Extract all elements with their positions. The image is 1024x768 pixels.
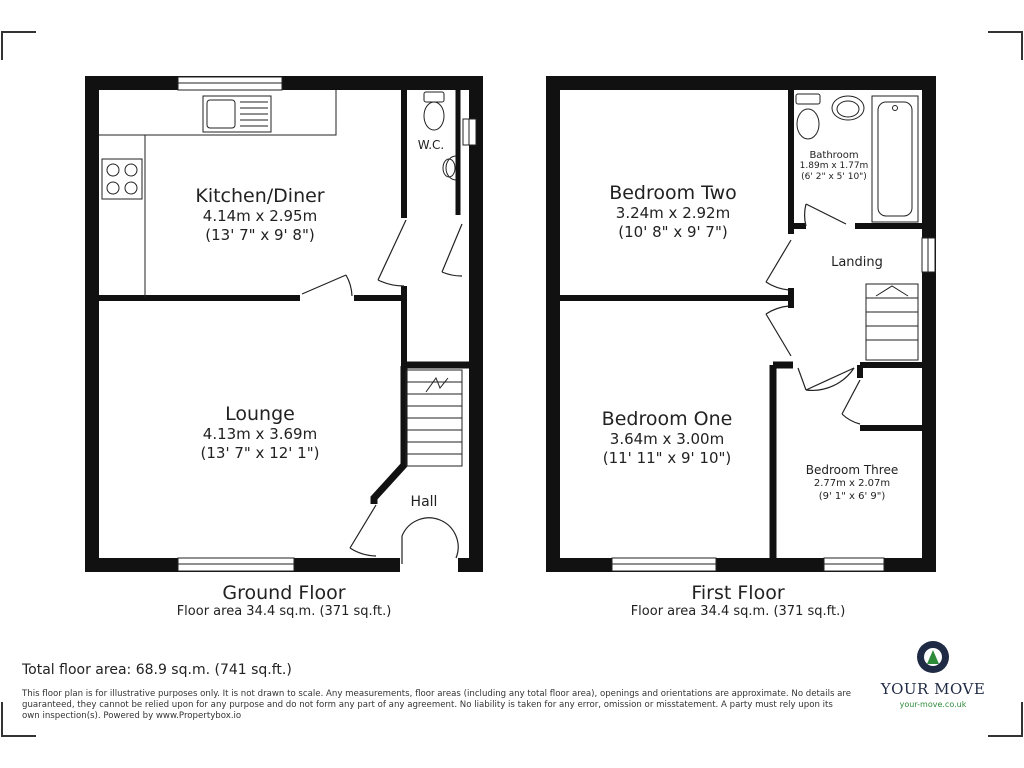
window — [463, 119, 476, 145]
room-dimensions: 2.77m x 2.07m — [813, 478, 891, 489]
room-wc-label: W.C. — [417, 138, 445, 152]
room-dimensions-imperial: (13' 7" x 12' 1") — [200, 444, 320, 462]
room-dimensions-imperial: (10' 8" x 9' 7") — [618, 223, 728, 241]
room-bedroom-two — [568, 182, 778, 242]
door — [302, 275, 352, 296]
floor-title: Ground Floor — [222, 582, 346, 604]
door — [805, 204, 846, 226]
room-name: Bathroom — [809, 150, 859, 161]
floor-area: Floor area 34.4 sq.m. (371 sq.ft.) — [176, 604, 392, 619]
ground-floor-caption — [134, 582, 434, 619]
window — [178, 77, 282, 90]
basin — [443, 156, 456, 180]
total-floor-area: Total floor area: 68.9 sq.m. (741 sq.ft.) — [22, 662, 292, 678]
first-floor-caption — [588, 582, 888, 619]
room-kitchen-diner — [150, 185, 370, 245]
staircase — [406, 370, 462, 466]
hob — [102, 159, 142, 199]
room-name: Bedroom Two — [609, 182, 737, 204]
room-bedroom-one — [562, 408, 772, 468]
brand-name: YOUR MOVE — [880, 680, 986, 698]
front-door-opening — [400, 558, 458, 572]
room-dimensions-imperial: (13' 7" x 9' 8") — [205, 226, 315, 244]
room-dimensions: 3.24m x 2.92m — [615, 204, 731, 222]
window — [178, 558, 294, 571]
front-door — [402, 518, 458, 564]
room-dimensions-imperial: (11' 11" x 9' 10") — [602, 449, 732, 467]
room-lounge — [150, 403, 370, 463]
room-dimensions-imperial: (9' 1" x 6' 9") — [818, 491, 886, 502]
crop-marks — [2, 32, 1022, 736]
room-dimensions: 4.14m x 2.95m — [202, 207, 318, 225]
disclaimer-text: This floor plan is for illustrative purposes only. It is not drawn to scale. Any measurements, floor areas (including any total floor area), openings and orientations are approximate. No details are guaranteed, they cannot be relied upon for any purpose and do not form any part of any agreement. No liability is taken for any error, omission or misstatement. A party must rely upon its own inspection(s). Powered by www.Propertybox.io — [22, 689, 852, 721]
room-name: Kitchen/Diner — [195, 185, 325, 207]
room-name: Bedroom Three — [805, 463, 899, 477]
window — [922, 238, 935, 272]
your-move-logo — [878, 640, 988, 709]
basin — [832, 96, 864, 120]
floor-title: First Floor — [691, 582, 785, 604]
room-dimensions: 3.64m x 3.00m — [609, 430, 725, 448]
ground-floor-outer-walls — [92, 83, 476, 565]
door — [842, 380, 860, 424]
room-dimensions: 1.89m x 1.77m — [799, 161, 869, 171]
room-bedroom-three — [782, 463, 922, 503]
door — [378, 220, 462, 286]
toilet — [424, 92, 444, 130]
room-name: Lounge — [225, 403, 295, 425]
toilet — [796, 94, 820, 139]
staircase — [866, 284, 918, 360]
room-dimensions: 4.13m x 3.69m — [202, 425, 318, 443]
location-pin-icon — [916, 640, 950, 674]
door — [350, 505, 376, 556]
room-bathroom — [796, 150, 872, 183]
room-name: Bedroom One — [601, 408, 733, 430]
floor-area: Floor area 34.4 sq.m. (371 sq.ft.) — [630, 604, 846, 619]
room-landing-label: Landing — [831, 255, 883, 270]
sink — [203, 96, 271, 132]
window — [612, 558, 716, 571]
bathtub — [872, 96, 918, 222]
room-dimensions-imperial: (6' 2" x 5' 10") — [801, 172, 867, 182]
door — [798, 368, 854, 390]
room-hall-label: Hall — [410, 494, 438, 510]
brand-url: your-move.co.uk — [899, 700, 967, 709]
wall — [374, 366, 404, 504]
window — [824, 558, 884, 571]
